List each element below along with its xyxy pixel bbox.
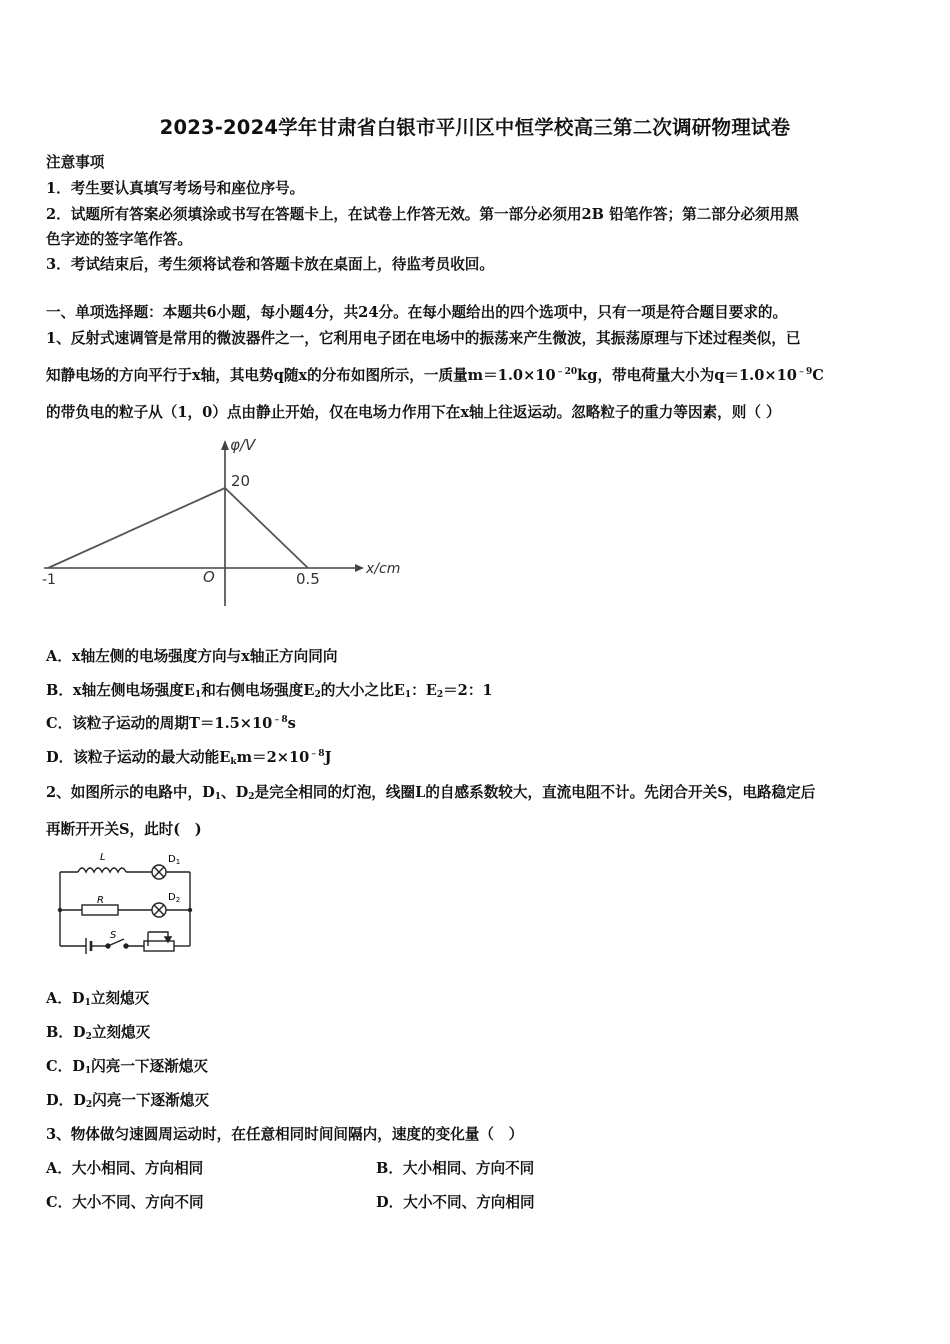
notice-item-3: 3．考试结束后，考生须将试卷和答题卡放在桌面上，待监考员收回。 — [46, 256, 494, 273]
label-r: R — [97, 895, 104, 906]
label-d2: $D_2$ — [168, 892, 181, 904]
notice-item-2: 2．试题所有答案必须填涂或书写在答题卡上，在试卷上作答无效。第一部分必须用2B 铅笔作答；第二部分必须用黑 — [46, 206, 799, 223]
q1-line-2: 知静电场的方向平行于x轴，其电势q随x的分布如图所示，一质量$m=1.0\times 10^{﹣20}kg$，带电荷量大小为$q=1.0\times 10^{﹣9}C$ — [46, 367, 824, 384]
inductor-coil — [78, 868, 126, 872]
resistor-r — [82, 905, 118, 915]
q3-option-a: A．大小相同、方向相同 — [46, 1160, 204, 1177]
q2-line-1: 2、如图所示的电路中，$D_1$、$D_2$是完全相同的灯泡，线圈L的自感系数较大，直流电阻不计。先闭合开关S，电路稳定后 — [46, 784, 816, 802]
q3-stem: 3、物体做匀速圆周运动时，在任意相同时间间隔内，速度的变化量（ ） — [46, 1126, 524, 1143]
q1-line-3: 的带负电的粒子从（1，0）点由静止开始，仅在电场力作用下在x轴上往返运动。忽略粒子的重力等因素，则（ ） — [46, 404, 781, 421]
q3-option-d: D．大小不同、方向相同 — [376, 1194, 535, 1211]
q3-option-c: C．大小不同、方向不同 — [46, 1194, 204, 1211]
q1-option-a: A．x轴左侧的电场强度方向与x轴正方向同向 — [46, 648, 338, 665]
q2-option-d: D．$D_2$闪亮一下逐渐熄灭 — [46, 1092, 209, 1110]
circuit-diagram — [50, 848, 200, 964]
q1-line-1: 1、反射式速调管是常用的微波器件之一，它利用电子团在电场中的振荡来产生微波，其振荡原理与下述过程类似，已 — [46, 330, 801, 347]
potential-curve — [48, 488, 308, 568]
left-tick-label: -1 — [42, 572, 56, 588]
q2-option-a: A．$D_1$立刻熄灭 — [46, 990, 150, 1008]
q2-option-c: C．$D_1$闪亮一下逐渐熄灭 — [46, 1058, 208, 1076]
q1-option-c: C．该粒子运动的周期$T=1.5\times 10^{﹣8}s$ — [46, 715, 296, 732]
notice-item-1: 1．考生要认真填写考场号和座位序号。 — [46, 180, 305, 197]
q2-option-b: B．$D_2$立刻熄灭 — [46, 1024, 151, 1042]
x-axis-arrow — [355, 564, 364, 572]
y-axis-label: φ/V — [230, 436, 256, 454]
x-axis-label: x/cm — [366, 561, 400, 577]
section-heading: 一、单项选择题：本题共6小题，每小题4分，共24分。在每小题给出的四个选项中，只有一项是符合题目要求的。 — [46, 304, 788, 321]
right-tick-label: 0.5 — [296, 570, 320, 588]
y-axis-arrow — [221, 440, 229, 450]
label-s: S — [110, 930, 117, 941]
notice-item-2-cont: 色字迹的签字笔作答。 — [46, 231, 192, 248]
label-l: L — [100, 852, 106, 863]
origin-label: O — [203, 568, 215, 586]
q1-option-d: D．该粒子运动的最大动能$E_km=2\times 10^{﹣8}J$ — [46, 749, 332, 767]
label-d1: $D_1$ — [168, 854, 181, 866]
q3-option-b: B．大小相同、方向不同 — [376, 1160, 535, 1177]
page-title: 2023-2024学年甘肃省白银市平川区中恒学校高三第二次调研物理试卷 — [159, 116, 791, 139]
potential-graph — [40, 434, 400, 612]
peak-label: 20 — [231, 472, 251, 490]
q1-option-b: B．x轴左侧电场强度$E_1$和右侧电场强度$E_2$的大小之比$E_1$：$E_2=2$：1 — [46, 682, 493, 700]
q2-line-2: 再断开开关S，此时( ) — [46, 821, 202, 838]
notice-heading: 注意事项 — [46, 154, 105, 171]
